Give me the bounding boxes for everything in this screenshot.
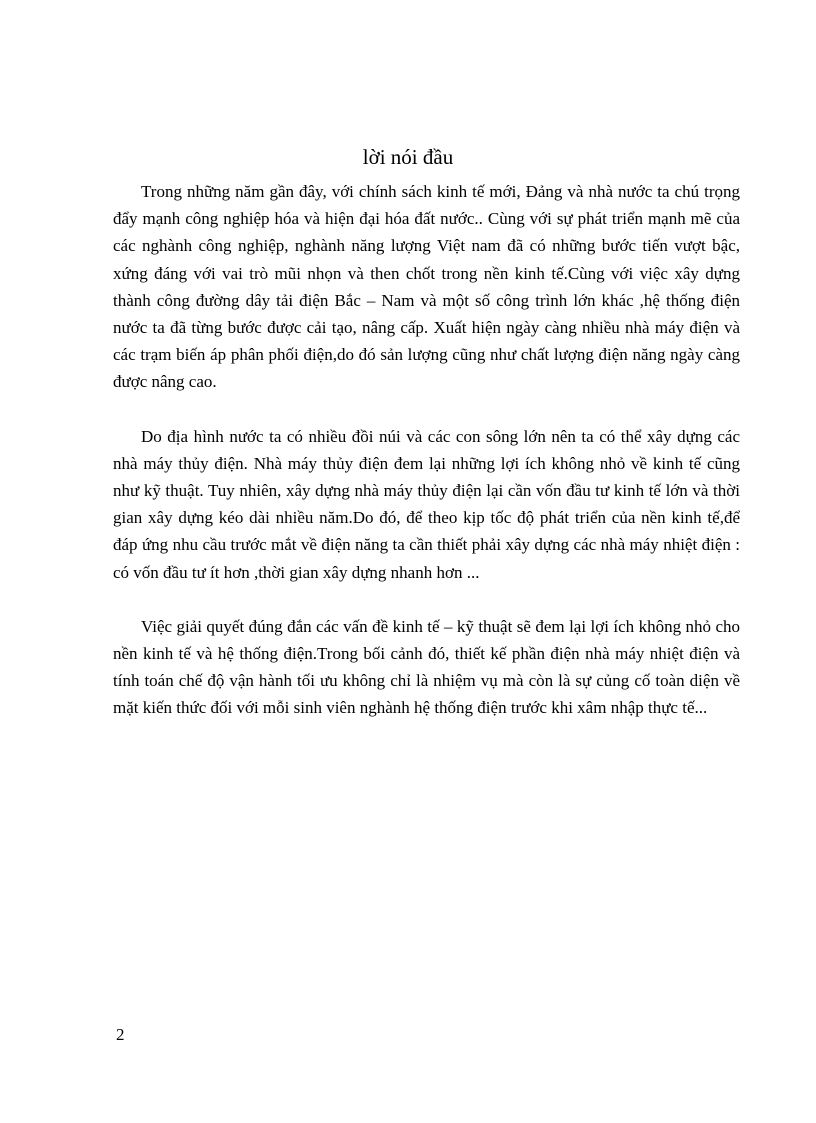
document-title: lời nói đầu (362, 145, 454, 169)
document-body (113, 178, 740, 722)
page-number: 2 (116, 1025, 125, 1044)
paragraph-3: Việc giải quyết đúng đắn các vấn đề kinh tế – kỹ thuật sẽ đem lại lợi ích không nhỏ cho nền kinh tế và hệ thống điện.Trong bối cảnh đó, thiết kế phần điện nhà máy nhiệt điện và tính toán chế độ vận hành tối ưu không chỉ là nhiệm vụ mà còn là sự củng cố toàn diện về mặt kiến thức đối với mỗi sinh viên nghành hệ thống điện trước khi xâm nhập thực tế... (113, 616, 740, 718)
paragraph-2: Do địa hình nước ta có nhiều đồi núi và các con sông lớn nên ta có thể xây dựng các nhà máy thủy điện. Nhà máy thủy điện đem lại những lợi ích không nhỏ về kinh tế cũng như kỹ thuật. Tuy nhiên, xây dựng nhà máy thủy điện lại cần vốn đầu tư kinh tế lớn và thời gian xây dựng kéo dài nhiều năm.Do đó, để theo kịp tốc độ phát triển của nền kinh tế,để đáp ứng nhu cầu trước mắt về điện năng ta cần thiết phải xây dựng các nhà máy nhiệt điện : có vốn đầu tư ít hơn ,thời gian xây dựng nhanh hơn ... (113, 426, 740, 582)
paragraph-1: Trong những năm gần đây, với chính sách kinh tế mới, Đảng và nhà nước ta chú trọng đẩy mạnh công nghiệp hóa và hiện đại hóa đất nước.. Cùng với sự phát triển mạnh mẽ của các nghành công nghiệp, nghành năng lượng Việt nam đã có những bước tiến vượt bậc, xứng đáng với vai trò mũi nhọn và then chốt trong nền kinh tế.Cùng với việc xây dựng thành công đường dây tải điện Bắc – Nam và một số công trình lớn khác ,hệ thống điện nước ta đã từng bước được cải tạo, nâng cấp. Xuất hiện ngày càng nhiều nhà máy điện và các trạm biến áp phân phối điện,do đó sản lượng cũng như chất lượng điện năng ngày càng được nâng cao. (113, 182, 740, 392)
